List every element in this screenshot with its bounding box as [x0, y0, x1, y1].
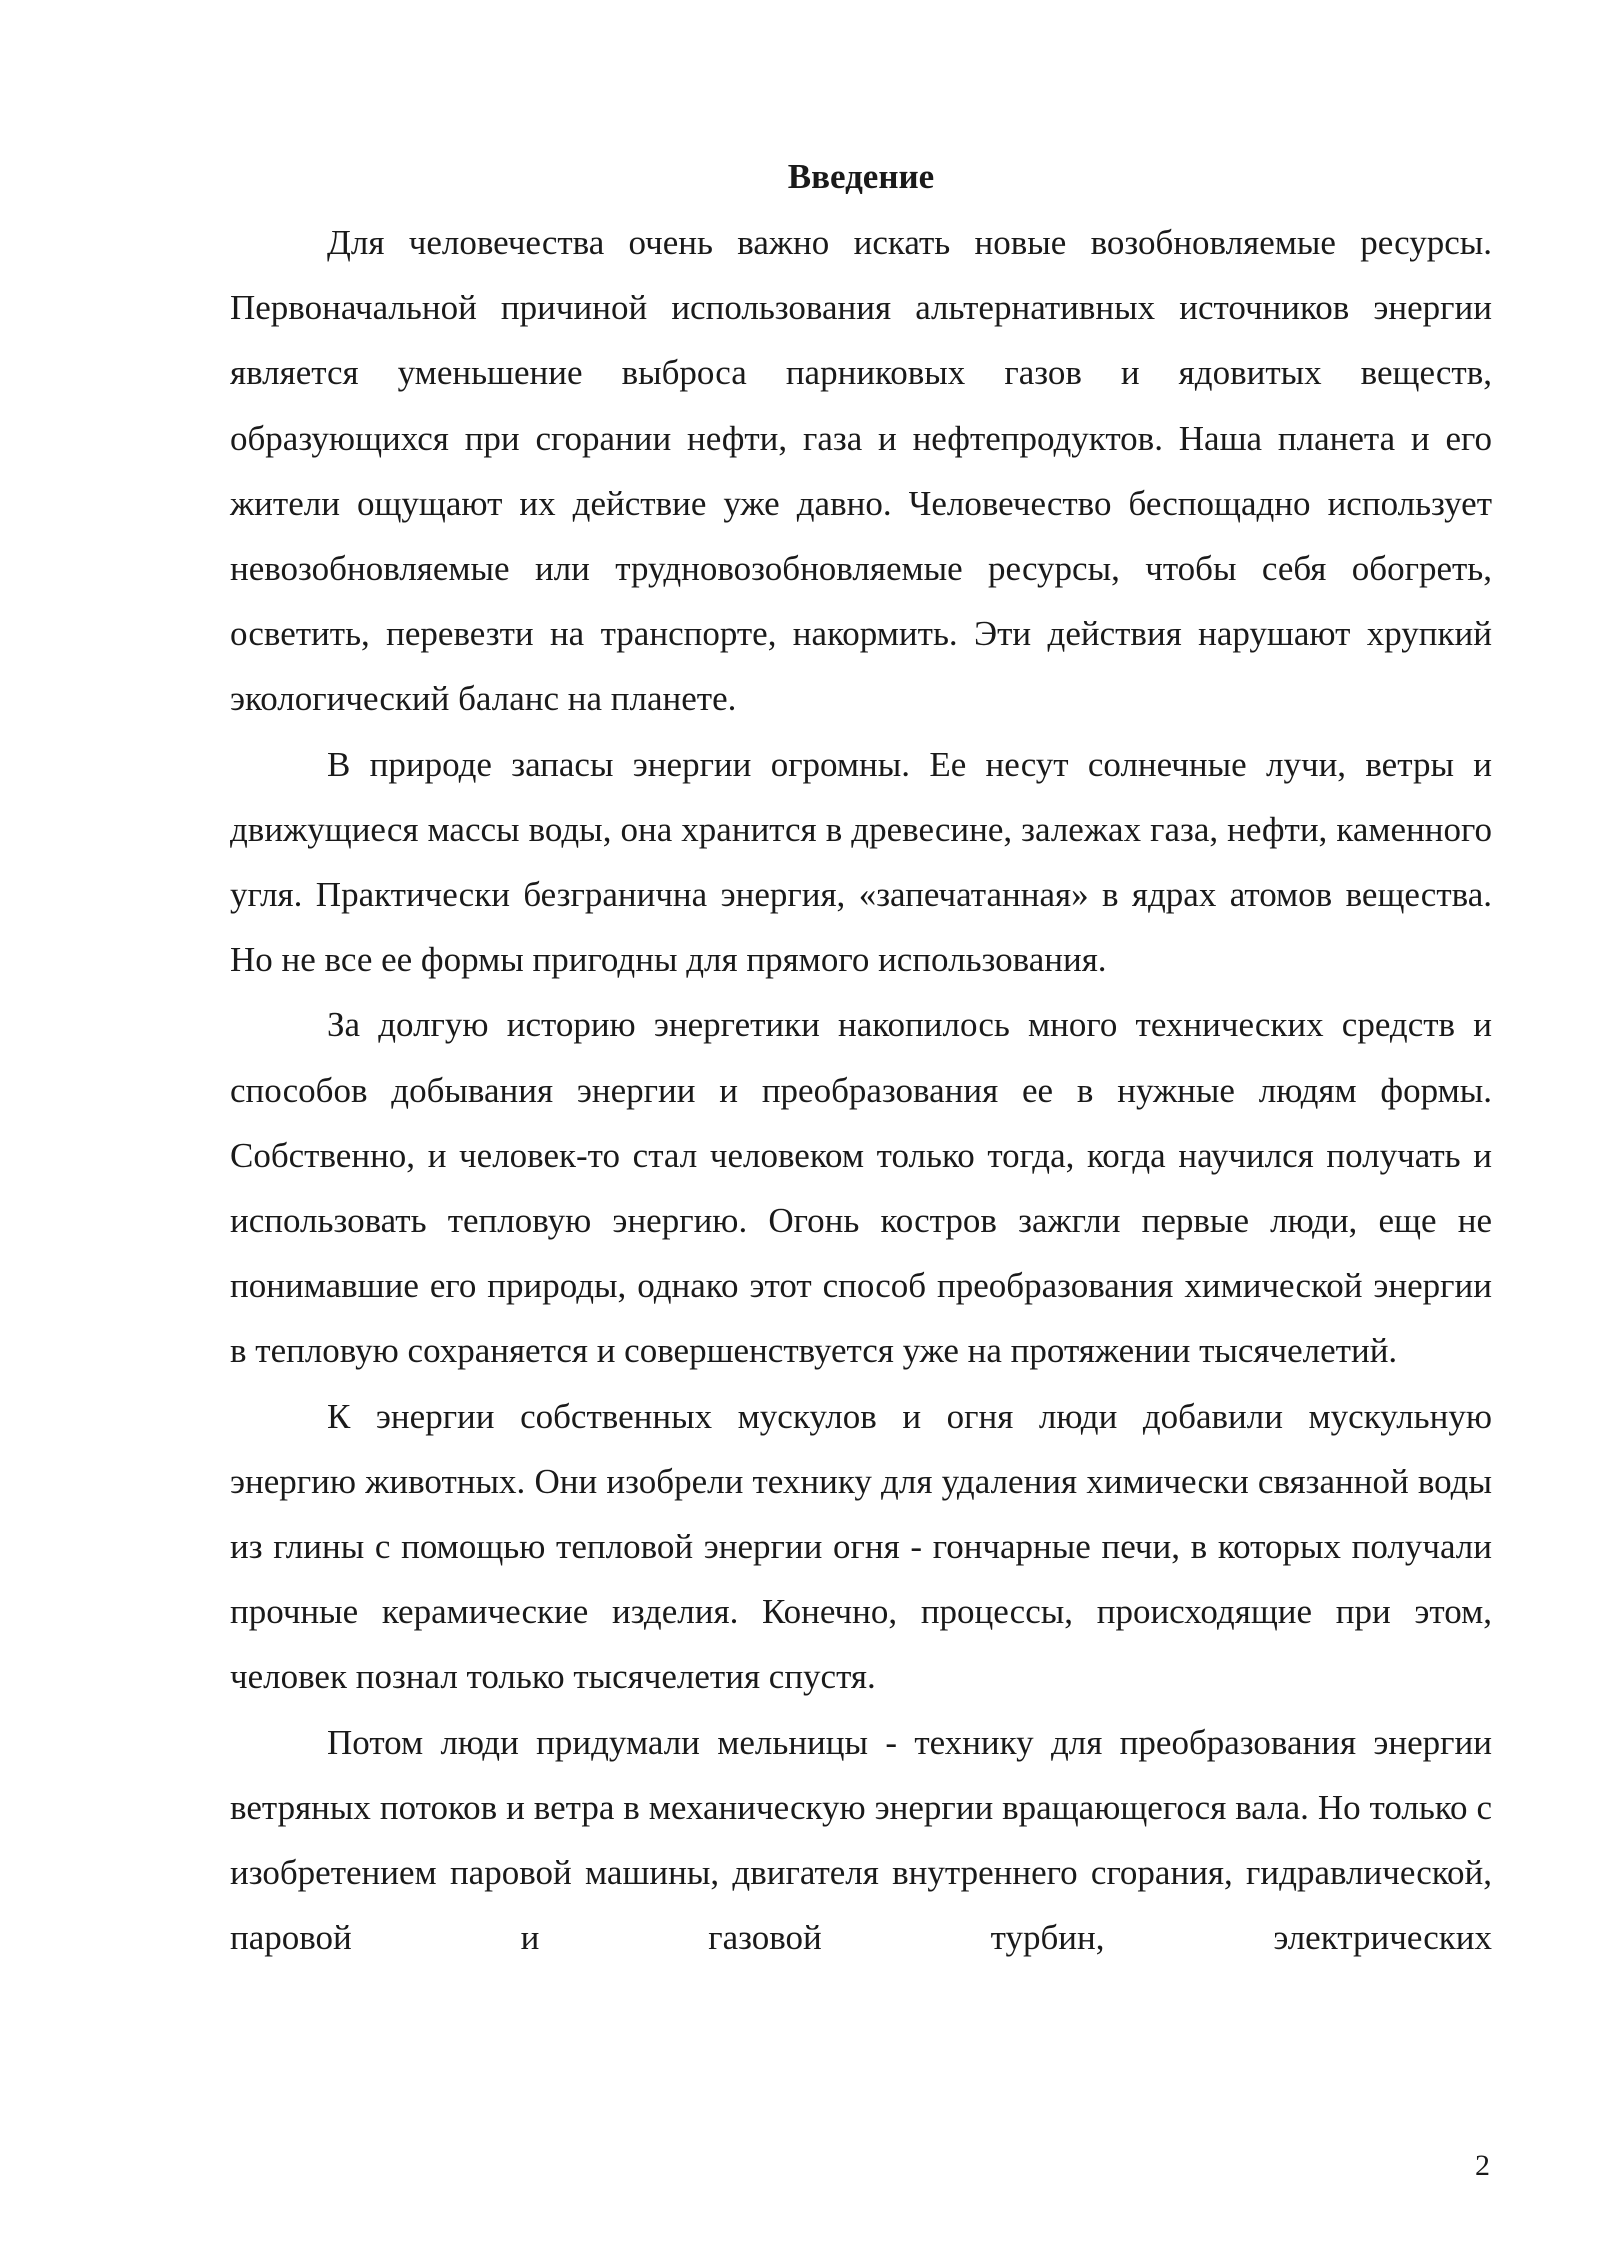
paragraph-3: За долгую историю энергетики накопилось много технических средств и способов добывания энергии и преобразования ее в нужные людям формы. Собственно, и человек-то стал человеком только тогда, когда научился получать и использовать тепловую энергию. Огонь костров зажгли первые люди, еще не понимавшие его природы, однако этот способ преобразования химической энергии в тепловую сохраняется и совершенствуется уже на протяжении тысячелетий.: [230, 1005, 1492, 1371]
page-number: 2: [1475, 2149, 1490, 2182]
section-title: Введение: [787, 157, 935, 196]
paragraph-4: К энергии собственных мускулов и огня люди добавили мускульную энергию животных. Они изобрели технику для удаления химически связанной воды из глины с помощью тепловой энергии огня - гончарные печи, в которых получали прочные керамические изделия. Конечно, процессы, происходящие при этом, человек познал только тысячелетия спустя.: [230, 1396, 1492, 1697]
paragraph-1: Для человечества очень важно искать новые возобновляемые ресурсы. Первоначальной причиной использования альтернативных источников энергии является уменьшение выброса парниковых газов и ядовитых веществ, образующихся при сгорании нефти, газа и нефтепродуктов. Наша планета и его жители ощущают их действие уже давно. Человечество беспощадно использует невозобновляемые или трудновозобновляемые ресурсы, чтобы себя обогреть, осветить, перевезти на транспорте, накормить. Эти действия нарушают хрупкий экологический баланс на планете.: [230, 223, 1492, 719]
paragraph-2: В природе запасы энергии огромны. Ее несут солнечные лучи, ветры и движущиеся массы воды, она хранится в древесине, залежах газа, нефти, каменного угля. Практически безгранична энергия, «запечатанная» в ядрах атомов вещества. Но не все ее формы пригодны для прямого использования.: [230, 744, 1492, 980]
page-content: [230, 148, 1492, 1970]
paragraph-5: Потом люди придумали мельницы - технику для преобразования энергии ветряных потоков и ветра в механическую энергии вращающегося вала. Но только с изобретением паровой машины, двигателя внутреннего сгорания, гидравлической, паровой и газовой турбин, электрических: [230, 1722, 1492, 1958]
